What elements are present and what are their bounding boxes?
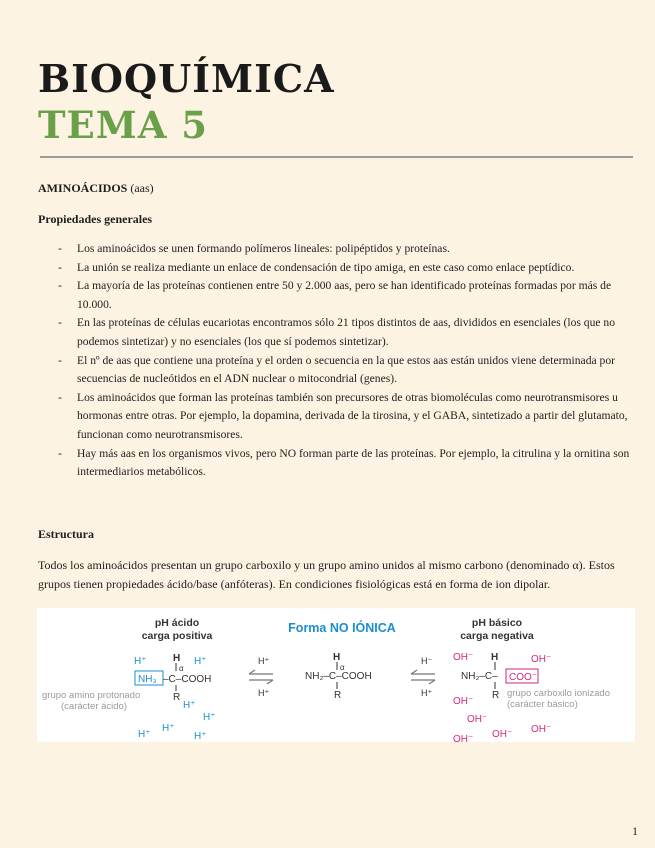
right-label-2: (carácter básico) — [507, 699, 578, 710]
atom-h: H — [491, 652, 499, 663]
list-item-text: En las proteínas de células eucariotas encontramos sólo 21 tipos distintos de aas, divididos en esenciales (los que no podemos sintetizar) y no esenciales (los que sí podemos sintetizar). — [77, 316, 616, 348]
list-item — [38, 277, 642, 314]
non-ionic-chain: NH₂–C–COOH — [305, 671, 372, 682]
bullet-dash: - — [58, 260, 62, 274]
h-plus-ion: H⁺ — [203, 712, 216, 723]
page-number: 1 — [632, 824, 638, 838]
atom-r: R — [334, 690, 342, 701]
nh2-group: NH₂–C– — [461, 671, 498, 682]
oh-minus-ion: OH⁻ — [492, 729, 513, 740]
list-item-text: Los aminoácidos que forman las proteínas también son precursores de otras biomoléculas como neurotransmisores u hormonas entre otras. Por ejemplo, la dopamina, derivada de la tirosina, y el GABA, sintetizado a partir del glutamato, funcionan como neurotransmisores. — [77, 390, 628, 441]
alpha-label: α — [340, 663, 345, 672]
list-item-text: Los aminoácidos se unen formando polímeros lineales: polipéptidos y proteínas. — [77, 242, 450, 255]
section-heading-aminoacidos — [38, 179, 154, 198]
bullet-dash: - — [58, 390, 62, 404]
right-title-2: carga negativa — [460, 630, 534, 642]
left-title-1: pH ácido — [154, 617, 200, 629]
right-label-1: grupo carboxilo ionizado — [507, 688, 610, 699]
atom-r: R — [492, 690, 500, 701]
arrow-h-plus-bottom: H⁺ — [258, 688, 270, 698]
list-item-text: Hay más aas en los organismos vivos, pero NO forman parte de las proteínas. Por ejemplo, la citrulina y la ornitina son intermediarios metabólicos. — [77, 446, 630, 479]
h-plus-ion: H⁺ — [194, 731, 207, 742]
h-plus-ion: H⁺ — [183, 700, 196, 711]
equilibrium-arrow-icon — [411, 670, 435, 674]
oh-minus-ion: OH⁻ — [453, 652, 474, 663]
arrow-h-plus-bottom-right: H⁺ — [421, 688, 433, 698]
estructura-paragraph: Todos los aminoácidos presentan un grupo carboxilo y un grupo amino unidos al mismo carbono (denominado α). Estos grupos tienen propiedades ácido/base (anfóteras). En condiciones fisiológicas está en forma de ion dipolar. — [38, 558, 615, 591]
equilibrium-arrow-icon — [249, 680, 273, 684]
oh-minus-ion: OH⁻ — [453, 696, 474, 707]
left-title-2: carga positiva — [141, 630, 213, 642]
left-label-1: grupo amino protonado — [42, 690, 141, 701]
subheading-propiedades: Propiedades generales — [38, 212, 153, 226]
nh3-group: NH₃ — [138, 674, 157, 685]
document-subtitle: TEMA 5 — [38, 103, 209, 147]
atom-h: H — [333, 652, 341, 663]
list-item — [38, 445, 642, 482]
document-title: BIOQUÍMICA — [38, 56, 335, 101]
list-item — [38, 352, 642, 389]
h-plus-ion: H⁺ — [194, 656, 207, 667]
title-divider — [40, 156, 633, 158]
list-item — [38, 314, 642, 351]
alpha-label: α — [179, 664, 184, 673]
center-title: Forma NO IÓNICA — [288, 621, 396, 635]
right-title-1: pH básico — [471, 617, 523, 629]
list-item-text: La unión se realiza mediante un enlace de condensación de tipo amiga, en este caso como enlace peptídico. — [77, 260, 575, 274]
subheading-estructura: Estructura — [38, 527, 94, 541]
left-label-2: (carácter ácido) — [61, 701, 127, 712]
coo-group: COO⁻ — [509, 672, 538, 683]
heading-bold-part: AMINOÁCIDOS — [38, 181, 128, 195]
equilibrium-arrow-icon — [249, 670, 273, 674]
atom-r: R — [173, 692, 181, 703]
bullet-dash: - — [58, 279, 62, 293]
amino-acid-ionization-figure — [37, 608, 635, 742]
properties-list — [38, 240, 642, 482]
bond-dash: –C–COOH — [163, 674, 212, 685]
oh-minus-ion: OH⁻ — [467, 714, 488, 725]
arrow-h-plus-top: H⁺ — [258, 656, 270, 666]
list-item — [38, 389, 642, 445]
oh-minus-ion: OH⁻ — [531, 724, 552, 735]
list-item — [38, 259, 642, 278]
h-plus-ion: H⁺ — [134, 656, 147, 667]
h-plus-ion: H⁺ — [162, 723, 175, 734]
equilibrium-arrow-icon — [411, 680, 435, 684]
list-item-text: El nº de aas que contiene una proteína y el orden o secuencia en la que estos aas están unidos viene determinada por secuencias de nucleótidos en el ADN nuclear o mitocondrial (genes). — [77, 353, 615, 386]
oh-minus-ion: OH⁻ — [531, 654, 552, 665]
list-item — [38, 240, 642, 259]
oh-minus-ion: OH⁻ — [453, 734, 474, 742]
heading-rest-part: (aas) — [127, 181, 154, 195]
bullet-dash: - — [58, 446, 62, 460]
bullet-dash: - — [58, 242, 62, 255]
bullet-dash: - — [58, 353, 62, 367]
figure-svg — [37, 608, 635, 742]
list-item-text: La mayoría de las proteínas contienen entre 50 y 2.000 aas, pero se han identificado proteínas formadas por más de 10.000. — [77, 279, 612, 311]
atom-h: H — [173, 653, 181, 664]
h-plus-ion: H⁺ — [138, 729, 151, 740]
bullet-dash: - — [58, 316, 62, 330]
arrow-h-minus-top: H⁻ — [421, 656, 433, 666]
